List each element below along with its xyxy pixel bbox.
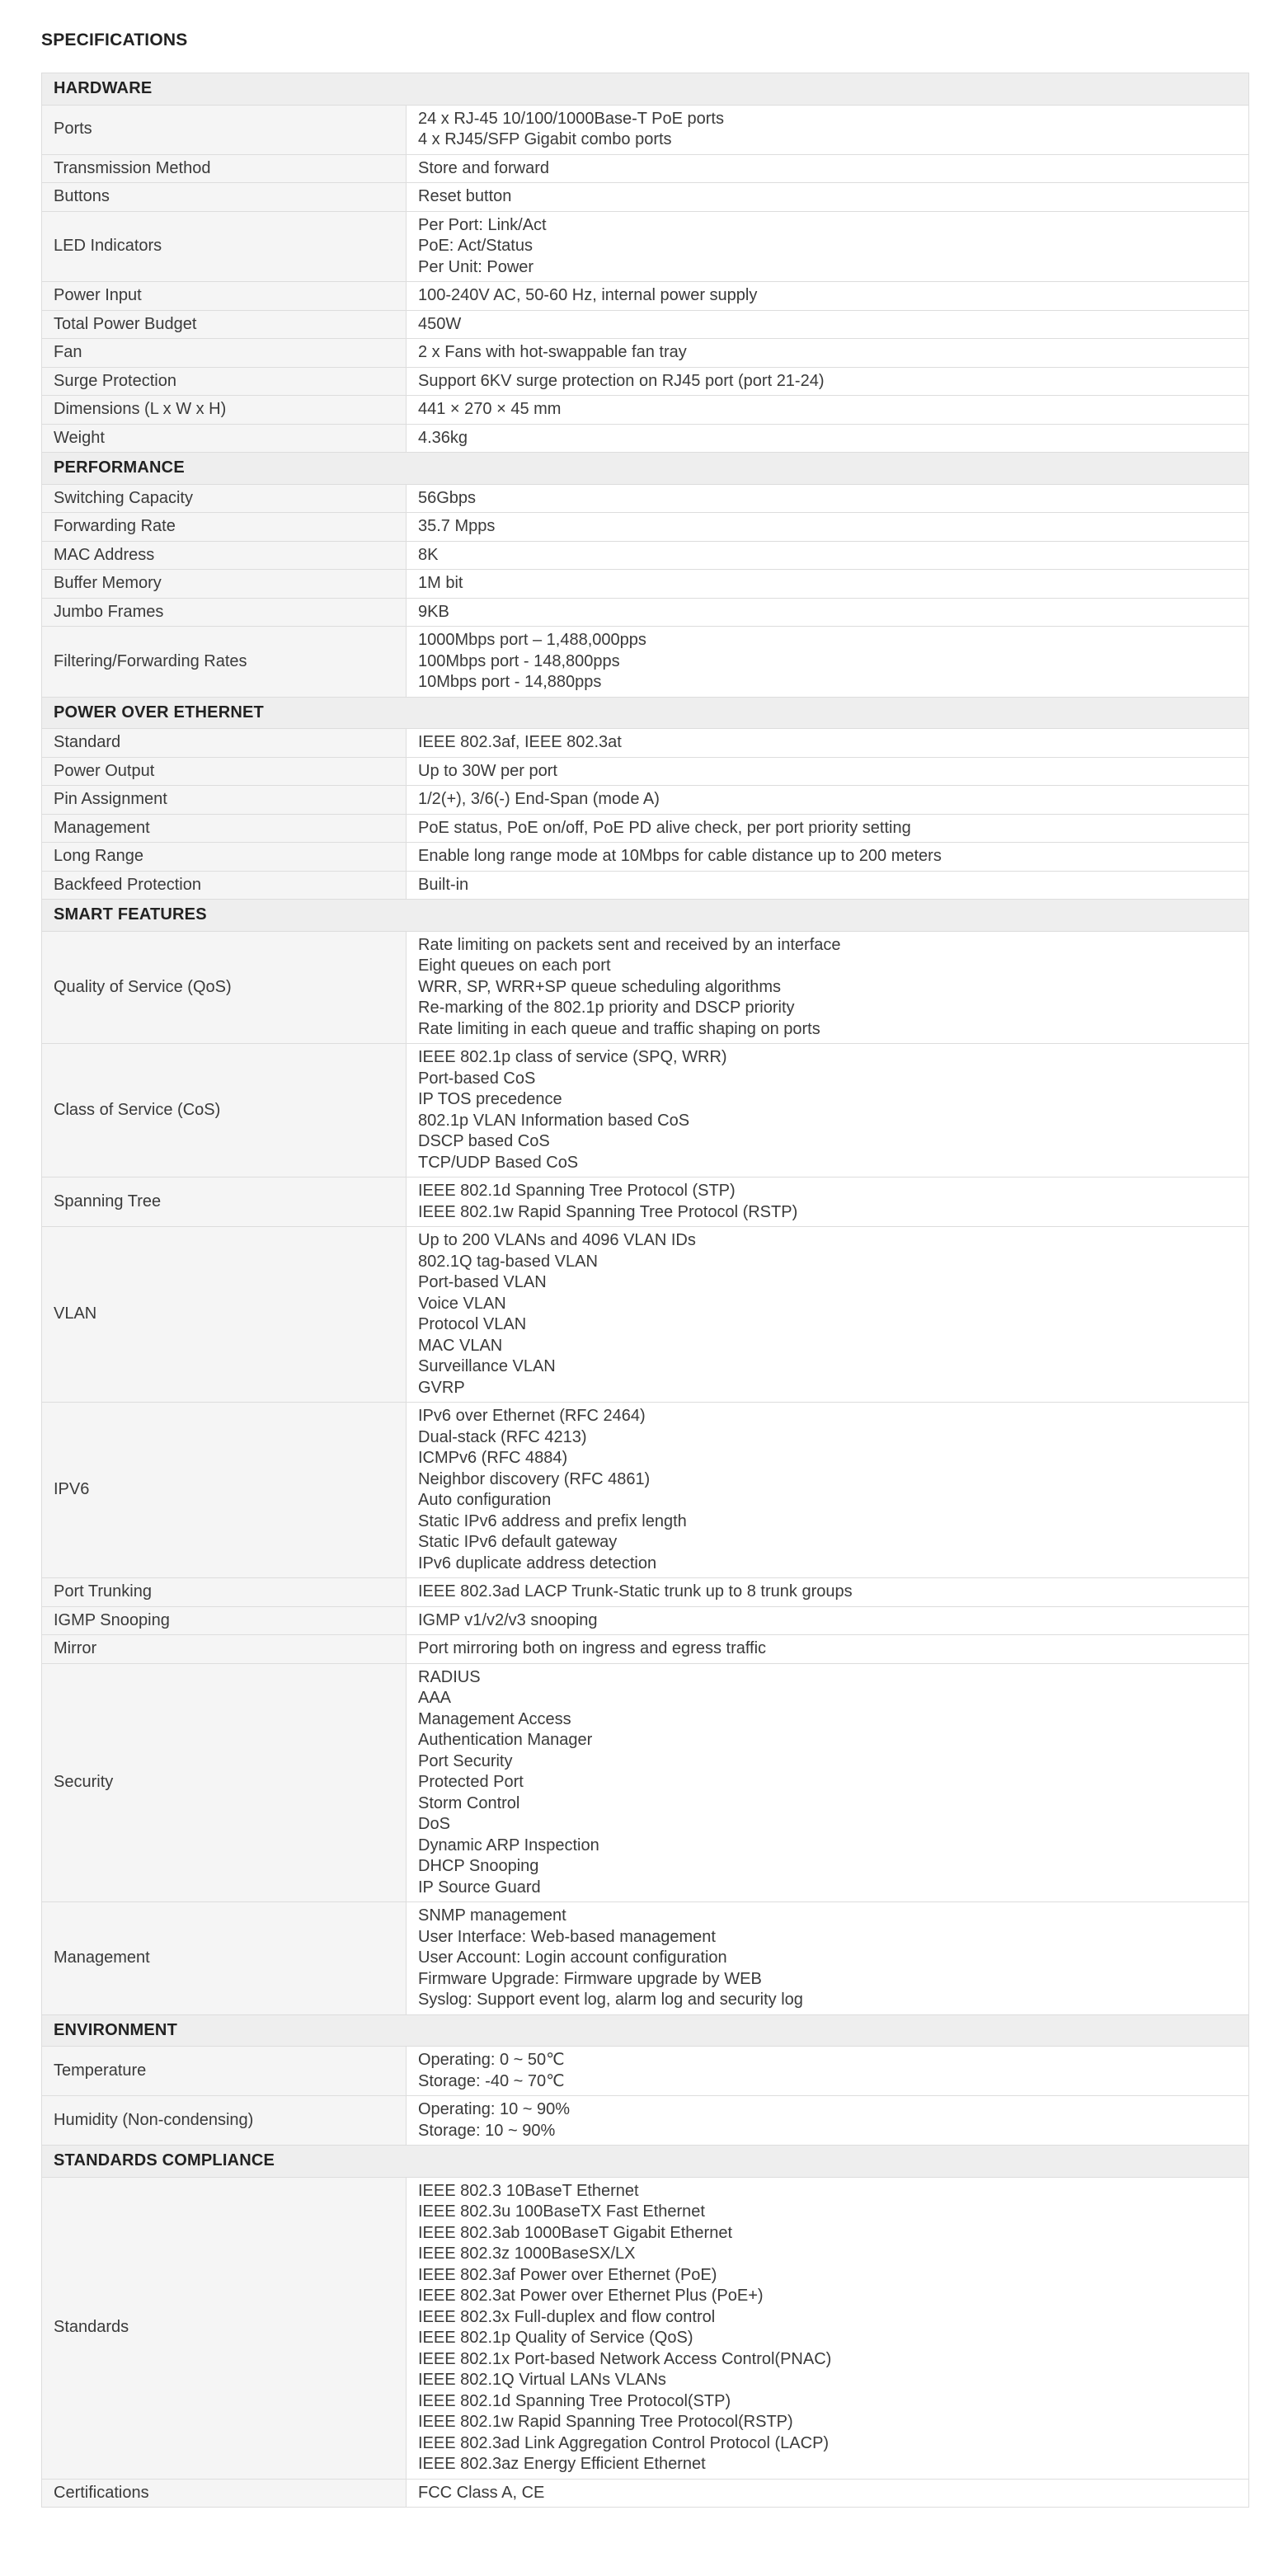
spec-label: Buttons bbox=[42, 183, 407, 212]
spec-value-line: Protected Port bbox=[418, 1773, 524, 1791]
table-row bbox=[42, 627, 1249, 698]
section-heading: HARDWARE bbox=[42, 73, 1249, 106]
spec-value-line: 4 x RJ45/SFP Gigabit combo ports bbox=[418, 130, 672, 148]
spec-value bbox=[407, 1178, 1249, 1227]
table-row bbox=[42, 2047, 1249, 2096]
spec-value-line: Protocol VLAN bbox=[418, 1315, 527, 1333]
table-row bbox=[42, 1902, 1249, 2015]
spec-value-line: IP TOS precedence bbox=[418, 1090, 562, 1108]
table-row bbox=[42, 1403, 1249, 1578]
section-heading: ENVIRONMENT bbox=[42, 2014, 1249, 2047]
spec-value bbox=[407, 211, 1249, 282]
spec-label: IGMP Snooping bbox=[42, 1606, 407, 1635]
spec-value-line: IEEE 802.1w Rapid Spanning Tree Protocol(RSTP) bbox=[418, 2413, 793, 2431]
spec-value bbox=[407, 396, 1249, 425]
spec-value-line: TCP/UDP Based CoS bbox=[418, 1153, 579, 1172]
spec-label: Quality of Service (QoS) bbox=[42, 931, 407, 1044]
spec-value-line: Store and forward bbox=[418, 158, 549, 177]
section-header-row bbox=[42, 697, 1249, 729]
table-row bbox=[42, 871, 1249, 900]
spec-value-line: IEEE 802.3z 1000BaseSX/LX bbox=[418, 2245, 636, 2263]
spec-label: Standards bbox=[42, 2177, 407, 2479]
spec-value-line: ICMPv6 (RFC 4884) bbox=[418, 1449, 568, 1467]
spec-value bbox=[407, 1578, 1249, 1607]
spec-value-line: Operating: 0 ~ 50℃ bbox=[418, 2051, 565, 2069]
spec-value bbox=[407, 729, 1249, 758]
table-row bbox=[42, 1044, 1249, 1178]
spec-value-line: IEEE 802.1w Rapid Spanning Tree Protocol (RSTP) bbox=[418, 1202, 798, 1221]
spec-value bbox=[407, 105, 1249, 154]
spec-value-line: PoE: Act/Status bbox=[418, 237, 533, 255]
section-header-row bbox=[42, 73, 1249, 106]
spec-value-line: WRR, SP, WRR+SP queue scheduling algorithms bbox=[418, 977, 782, 996]
spec-value-line: IEEE 802.1d Spanning Tree Protocol (STP) bbox=[418, 1182, 736, 1200]
spec-value-line: 35.7 Mpps bbox=[418, 517, 496, 535]
spec-value-line: Port-based CoS bbox=[418, 1069, 536, 1088]
spec-label: Humidity (Non-condensing) bbox=[42, 2096, 407, 2146]
table-row bbox=[42, 154, 1249, 183]
spec-value-line: AAA bbox=[418, 1689, 452, 1707]
spec-value-line: 2 x Fans with hot-swappable fan tray bbox=[418, 343, 687, 361]
spec-value bbox=[407, 627, 1249, 698]
spec-value-line: IGMP v1/v2/v3 snooping bbox=[418, 1610, 598, 1629]
section-header-row bbox=[42, 900, 1249, 932]
spec-value-line: Auto configuration bbox=[418, 1491, 552, 1509]
spec-label: Jumbo Frames bbox=[42, 598, 407, 627]
spec-value bbox=[407, 814, 1249, 843]
spec-value bbox=[407, 424, 1249, 453]
spec-value bbox=[407, 1635, 1249, 1664]
spec-value-line: GVRP bbox=[418, 1378, 465, 1397]
spec-value-line: Authentication Manager bbox=[418, 1731, 593, 1749]
spec-value-line: IEEE 802.3ad LACP Trunk-Static trunk up to 8 trunk groups bbox=[418, 1582, 853, 1601]
spec-label: VLAN bbox=[42, 1227, 407, 1403]
spec-value bbox=[407, 570, 1249, 599]
spec-value bbox=[407, 931, 1249, 1044]
spec-value bbox=[407, 513, 1249, 542]
spec-value-line: Reset button bbox=[418, 187, 512, 205]
spec-value-line: DHCP Snooping bbox=[418, 1857, 539, 1875]
spec-value-line: IEEE 802.1p class of service (SPQ, WRR) bbox=[418, 1048, 727, 1066]
table-row bbox=[42, 282, 1249, 311]
spec-label: Forwarding Rate bbox=[42, 513, 407, 542]
table-row bbox=[42, 1635, 1249, 1664]
spec-label: Filtering/Forwarding Rates bbox=[42, 627, 407, 698]
spec-value-line: 1000Mbps port – 1,488,000pps bbox=[418, 631, 646, 649]
spec-value bbox=[407, 871, 1249, 900]
spec-value-line: 441 × 270 × 45 mm bbox=[418, 400, 562, 418]
spec-value bbox=[407, 757, 1249, 786]
table-row bbox=[42, 105, 1249, 154]
spec-value bbox=[407, 1403, 1249, 1578]
spec-value bbox=[407, 183, 1249, 212]
spec-label: Transmission Method bbox=[42, 154, 407, 183]
spec-value-line: 450W bbox=[418, 314, 462, 333]
spec-value-line: 56Gbps bbox=[418, 488, 477, 507]
spec-value-line: IEEE 802.1d Spanning Tree Protocol(STP) bbox=[418, 2391, 731, 2410]
spec-label: Port Trunking bbox=[42, 1578, 407, 1607]
spec-value-line: IEEE 802.1Q Virtual LANs VLANs bbox=[418, 2371, 666, 2389]
spec-value-line: 10Mbps port - 14,880pps bbox=[418, 673, 602, 691]
spec-label: Standard bbox=[42, 729, 407, 758]
table-row bbox=[42, 2479, 1249, 2508]
spec-value-line: PoE status, PoE on/off, PoE PD alive check, per port priority setting bbox=[418, 818, 911, 837]
spec-value-line: Voice VLAN bbox=[418, 1294, 506, 1313]
spec-value-line: IEEE 802.3ab 1000BaseT Gigabit Ethernet bbox=[418, 2223, 733, 2242]
table-row bbox=[42, 1606, 1249, 1635]
spec-value bbox=[407, 1044, 1249, 1178]
specifications-table-body bbox=[42, 73, 1249, 2508]
table-row bbox=[42, 310, 1249, 339]
spec-label: Dimensions (L x W x H) bbox=[42, 396, 407, 425]
table-row bbox=[42, 814, 1249, 843]
section-header-row bbox=[42, 2146, 1249, 2178]
spec-value-line: 802.1Q tag-based VLAN bbox=[418, 1252, 598, 1271]
spec-value-line: SNMP management bbox=[418, 1906, 566, 1925]
spec-label: MAC Address bbox=[42, 541, 407, 570]
spec-label: Pin Assignment bbox=[42, 786, 407, 815]
spec-value-line: IEEE 802.3x Full-duplex and flow control bbox=[418, 2307, 716, 2326]
spec-value-line: Support 6KV surge protection on RJ45 port (port 21-24) bbox=[418, 371, 825, 390]
spec-value-line: Built-in bbox=[418, 875, 469, 894]
spec-value bbox=[407, 2177, 1249, 2479]
spec-value-line: Eight queues on each port bbox=[418, 957, 611, 975]
spec-value-line: DSCP based CoS bbox=[418, 1132, 550, 1150]
spec-value bbox=[407, 2047, 1249, 2096]
spec-value-line: Dynamic ARP Inspection bbox=[418, 1836, 599, 1854]
table-row bbox=[42, 786, 1249, 815]
table-row bbox=[42, 570, 1249, 599]
table-row bbox=[42, 729, 1249, 758]
spec-label: Power Output bbox=[42, 757, 407, 786]
spec-value bbox=[407, 310, 1249, 339]
spec-value-line: User Account: Login account configuration bbox=[418, 1948, 727, 1967]
table-row bbox=[42, 367, 1249, 396]
spec-value-line: IEEE 802.3af, IEEE 802.3at bbox=[418, 733, 622, 751]
spec-value-line: Rate limiting on packets sent and received by an interface bbox=[418, 935, 841, 954]
spec-label: Weight bbox=[42, 424, 407, 453]
table-row bbox=[42, 1227, 1249, 1403]
table-row bbox=[42, 1178, 1249, 1227]
spec-value-line: Per Unit: Power bbox=[418, 257, 534, 276]
section-heading: SMART FEATURES bbox=[42, 900, 1249, 932]
spec-value-line: Up to 30W per port bbox=[418, 761, 557, 780]
page-title: SPECIFICATIONS bbox=[41, 31, 188, 49]
spec-value-line: IPv6 duplicate address detection bbox=[418, 1554, 657, 1572]
spec-value-line: IPv6 over Ethernet (RFC 2464) bbox=[418, 1407, 646, 1425]
spec-value-line: IP Source Guard bbox=[418, 1878, 541, 1897]
section-heading: STANDARDS COMPLIANCE bbox=[42, 2146, 1249, 2178]
spec-value bbox=[407, 843, 1249, 872]
spec-label: Power Input bbox=[42, 282, 407, 311]
spec-value-line: DoS bbox=[418, 1815, 450, 1833]
spec-value-line: 4.36kg bbox=[418, 428, 468, 447]
spec-value-line: Static IPv6 default gateway bbox=[418, 1533, 618, 1551]
spec-value-line: User Interface: Web-based management bbox=[418, 1927, 716, 1946]
spec-value-line: 1/2(+), 3/6(-) End-Span (mode A) bbox=[418, 790, 660, 808]
table-row bbox=[42, 757, 1249, 786]
spec-label: Management bbox=[42, 814, 407, 843]
table-row bbox=[42, 541, 1249, 570]
table-row bbox=[42, 598, 1249, 627]
spec-value-line: Surveillance VLAN bbox=[418, 1357, 556, 1375]
spec-label: Mirror bbox=[42, 1635, 407, 1664]
spec-value-line: Port mirroring both on ingress and egress traffic bbox=[418, 1639, 767, 1657]
spec-label: Fan bbox=[42, 339, 407, 368]
spec-value-line: Up to 200 VLANs and 4096 VLAN IDs bbox=[418, 1231, 696, 1249]
spec-value-line: Storage: 10 ~ 90% bbox=[418, 2121, 556, 2140]
spec-value-line: Firmware Upgrade: Firmware upgrade by WEB bbox=[418, 1969, 762, 1988]
spec-value bbox=[407, 339, 1249, 368]
spec-value bbox=[407, 282, 1249, 311]
spec-label: Buffer Memory bbox=[42, 570, 407, 599]
spec-value-line: 8K bbox=[418, 545, 439, 564]
spec-label: IPV6 bbox=[42, 1403, 407, 1578]
table-row bbox=[42, 513, 1249, 542]
spec-value bbox=[407, 1902, 1249, 2015]
spec-label: Security bbox=[42, 1663, 407, 1902]
spec-value bbox=[407, 1606, 1249, 1635]
section-header-row bbox=[42, 2014, 1249, 2047]
spec-label: Long Range bbox=[42, 843, 407, 872]
spec-value-line: 100Mbps port - 148,800pps bbox=[418, 651, 620, 670]
spec-value-line: FCC Class A, CE bbox=[418, 2483, 545, 2502]
table-row bbox=[42, 339, 1249, 368]
table-row bbox=[42, 396, 1249, 425]
spec-value-line: IEEE 802.1p Quality of Service (QoS) bbox=[418, 2329, 693, 2347]
spec-value-line: Dual-stack (RFC 4213) bbox=[418, 1427, 587, 1446]
spec-value-line: IEEE 802.3u 100BaseTX Fast Ethernet bbox=[418, 2202, 705, 2221]
spec-value-line: IEEE 802.3af Power over Ethernet (PoE) bbox=[418, 2265, 717, 2284]
table-row bbox=[42, 424, 1249, 453]
spec-value-line: Storage: -40 ~ 70℃ bbox=[418, 2071, 565, 2090]
table-row bbox=[42, 1578, 1249, 1607]
table-row bbox=[42, 484, 1249, 513]
spec-value-line: Rate limiting in each queue and traffic shaping on ports bbox=[418, 1019, 820, 1038]
spec-value-line: Operating: 10 ~ 90% bbox=[418, 2100, 571, 2118]
spec-value bbox=[407, 2096, 1249, 2146]
section-heading: PERFORMANCE bbox=[42, 453, 1249, 485]
spec-value-line: Port-based VLAN bbox=[418, 1273, 547, 1291]
spec-value-line: RADIUS bbox=[418, 1667, 481, 1686]
spec-value bbox=[407, 598, 1249, 627]
spec-value bbox=[407, 154, 1249, 183]
spec-value bbox=[407, 786, 1249, 815]
spec-value-line: IEEE 802.3az Energy Efficient Ethernet bbox=[418, 2455, 706, 2473]
spec-value-line: Enable long range mode at 10Mbps for cable distance up to 200 meters bbox=[418, 847, 942, 865]
spec-value-line: IEEE 802.1x Port-based Network Access Control(PNAC) bbox=[418, 2349, 832, 2368]
spec-value-line: IEEE 802.3ad Link Aggregation Control Protocol (LACP) bbox=[418, 2433, 830, 2452]
table-row bbox=[42, 843, 1249, 872]
spec-value bbox=[407, 541, 1249, 570]
spec-value-line: 9KB bbox=[418, 602, 449, 621]
spec-value-line: Per Port: Link/Act bbox=[418, 215, 547, 234]
spec-value bbox=[407, 367, 1249, 396]
spec-value-line: IEEE 802.3 10BaseT Ethernet bbox=[418, 2181, 639, 2200]
spec-value-line: Neighbor discovery (RFC 4861) bbox=[418, 1469, 651, 1488]
section-header-row bbox=[42, 453, 1249, 485]
spec-label: Surge Protection bbox=[42, 367, 407, 396]
spec-value-line: MAC VLAN bbox=[418, 1336, 503, 1355]
spec-value-line: Management Access bbox=[418, 1709, 571, 1728]
spec-value-line: 1M bit bbox=[418, 574, 463, 592]
spec-value-line: 802.1p VLAN Information based CoS bbox=[418, 1111, 690, 1130]
spec-value bbox=[407, 2479, 1249, 2508]
spec-label: Class of Service (CoS) bbox=[42, 1044, 407, 1178]
spec-label: Certifications bbox=[42, 2479, 407, 2508]
spec-label: Switching Capacity bbox=[42, 484, 407, 513]
spec-label: Total Power Budget bbox=[42, 310, 407, 339]
spec-value-line: Storm Control bbox=[418, 1793, 520, 1812]
specifications-table bbox=[41, 73, 1249, 2508]
spec-label: Temperature bbox=[42, 2047, 407, 2096]
table-row bbox=[42, 1663, 1249, 1902]
spec-value bbox=[407, 1227, 1249, 1403]
spec-label: LED Indicators bbox=[42, 211, 407, 282]
table-row bbox=[42, 211, 1249, 282]
spec-value-line: 24 x RJ-45 10/100/1000Base-T PoE ports bbox=[418, 109, 724, 128]
spec-label: Management bbox=[42, 1902, 407, 2015]
spec-label: Spanning Tree bbox=[42, 1178, 407, 1227]
spec-label: Ports bbox=[42, 105, 407, 154]
spec-value-line: IEEE 802.3at Power over Ethernet Plus (PoE+) bbox=[418, 2287, 764, 2305]
spec-value bbox=[407, 484, 1249, 513]
spec-value-line: Static IPv6 address and prefix length bbox=[418, 1511, 687, 1530]
spec-value bbox=[407, 1663, 1249, 1902]
table-row bbox=[42, 931, 1249, 1044]
spec-value-line: 100-240V AC, 50-60 Hz, internal power supply bbox=[418, 286, 758, 304]
table-row bbox=[42, 2096, 1249, 2146]
table-row bbox=[42, 2177, 1249, 2479]
table-row bbox=[42, 183, 1249, 212]
spec-label: Backfeed Protection bbox=[42, 871, 407, 900]
spec-value-line: Port Security bbox=[418, 1751, 513, 1770]
spec-value-line: Re-marking of the 802.1p priority and DSCP priority bbox=[418, 999, 795, 1017]
spec-value-line: Syslog: Support event log, alarm log and security log bbox=[418, 1991, 803, 2009]
section-heading: POWER OVER ETHERNET bbox=[42, 697, 1249, 729]
